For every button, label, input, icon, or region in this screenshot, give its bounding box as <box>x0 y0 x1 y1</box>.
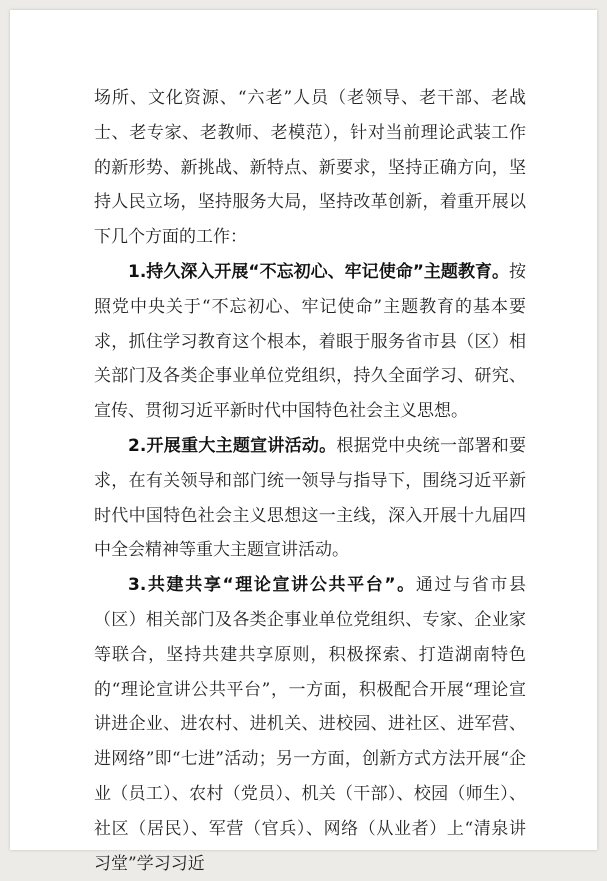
paragraph-item-3 <box>94 568 526 881</box>
paragraph-item-2 <box>94 429 526 568</box>
item-1-heading: 1.持久深入开展“不忘初心、牢记使命”主题教育。 <box>128 261 509 282</box>
paragraph-intro-text: 场所、文化资源、“六老”人员（老领导、老干部、老战士、老专家、老教师、老模范），针对当前理论武装工作的新形势、新挑战、新特点、新要求，坚持正确方向，坚持人民立场，坚持服务大局，坚持改革创新，着重开展以下几个方面的工作： <box>94 88 526 248</box>
item-3-heading: 3.共建共享“理论宣讲公共平台”。 <box>128 575 416 596</box>
item-2-heading: 2.开展重大主题宣讲活动。 <box>128 435 337 456</box>
paragraph-intro <box>94 81 526 255</box>
item-2-text: 根据党中央统一部署和要求，在有关领导和部门统一领导与指导下，围绕习近平新时代中国特色社会主义思想这一主线，深入开展十九届四中全会精神等重大主题宣讲活动。 <box>94 435 526 561</box>
item-1-text: 按照党中央关于“不忘初心、牢记使命”主题教育的基本要求，抓住学习教育这个根本，着眼于服务省市县（区）相关部门及各类企事业单位党组织，持久全面学习、研究、宣传、贯彻习近平新时代中国特色社会主义思想。 <box>94 261 526 422</box>
paragraph-item-1 <box>94 255 526 429</box>
document-body <box>94 81 526 881</box>
item-3-text: 通过与省市县（区）相关部门及各类企事业单位党组织、专家、企业家等联合，坚持共建共享原则，积极探索、打造湖南特色的“理论宣讲公共平台”，一方面，积极配合开展“理论宣讲进企业、进农村、进机关、进校园、进社区、进军营、进网络”即“七进”活动；另一方面，创新方式方法开展“企业（员工）、农村（党员）、机关（干部）、校园（师生）、社区（居民）、军营（官兵）、网络（从业者）上“清泉讲习堂”学习习近 <box>94 575 526 874</box>
document-page <box>10 10 597 874</box>
